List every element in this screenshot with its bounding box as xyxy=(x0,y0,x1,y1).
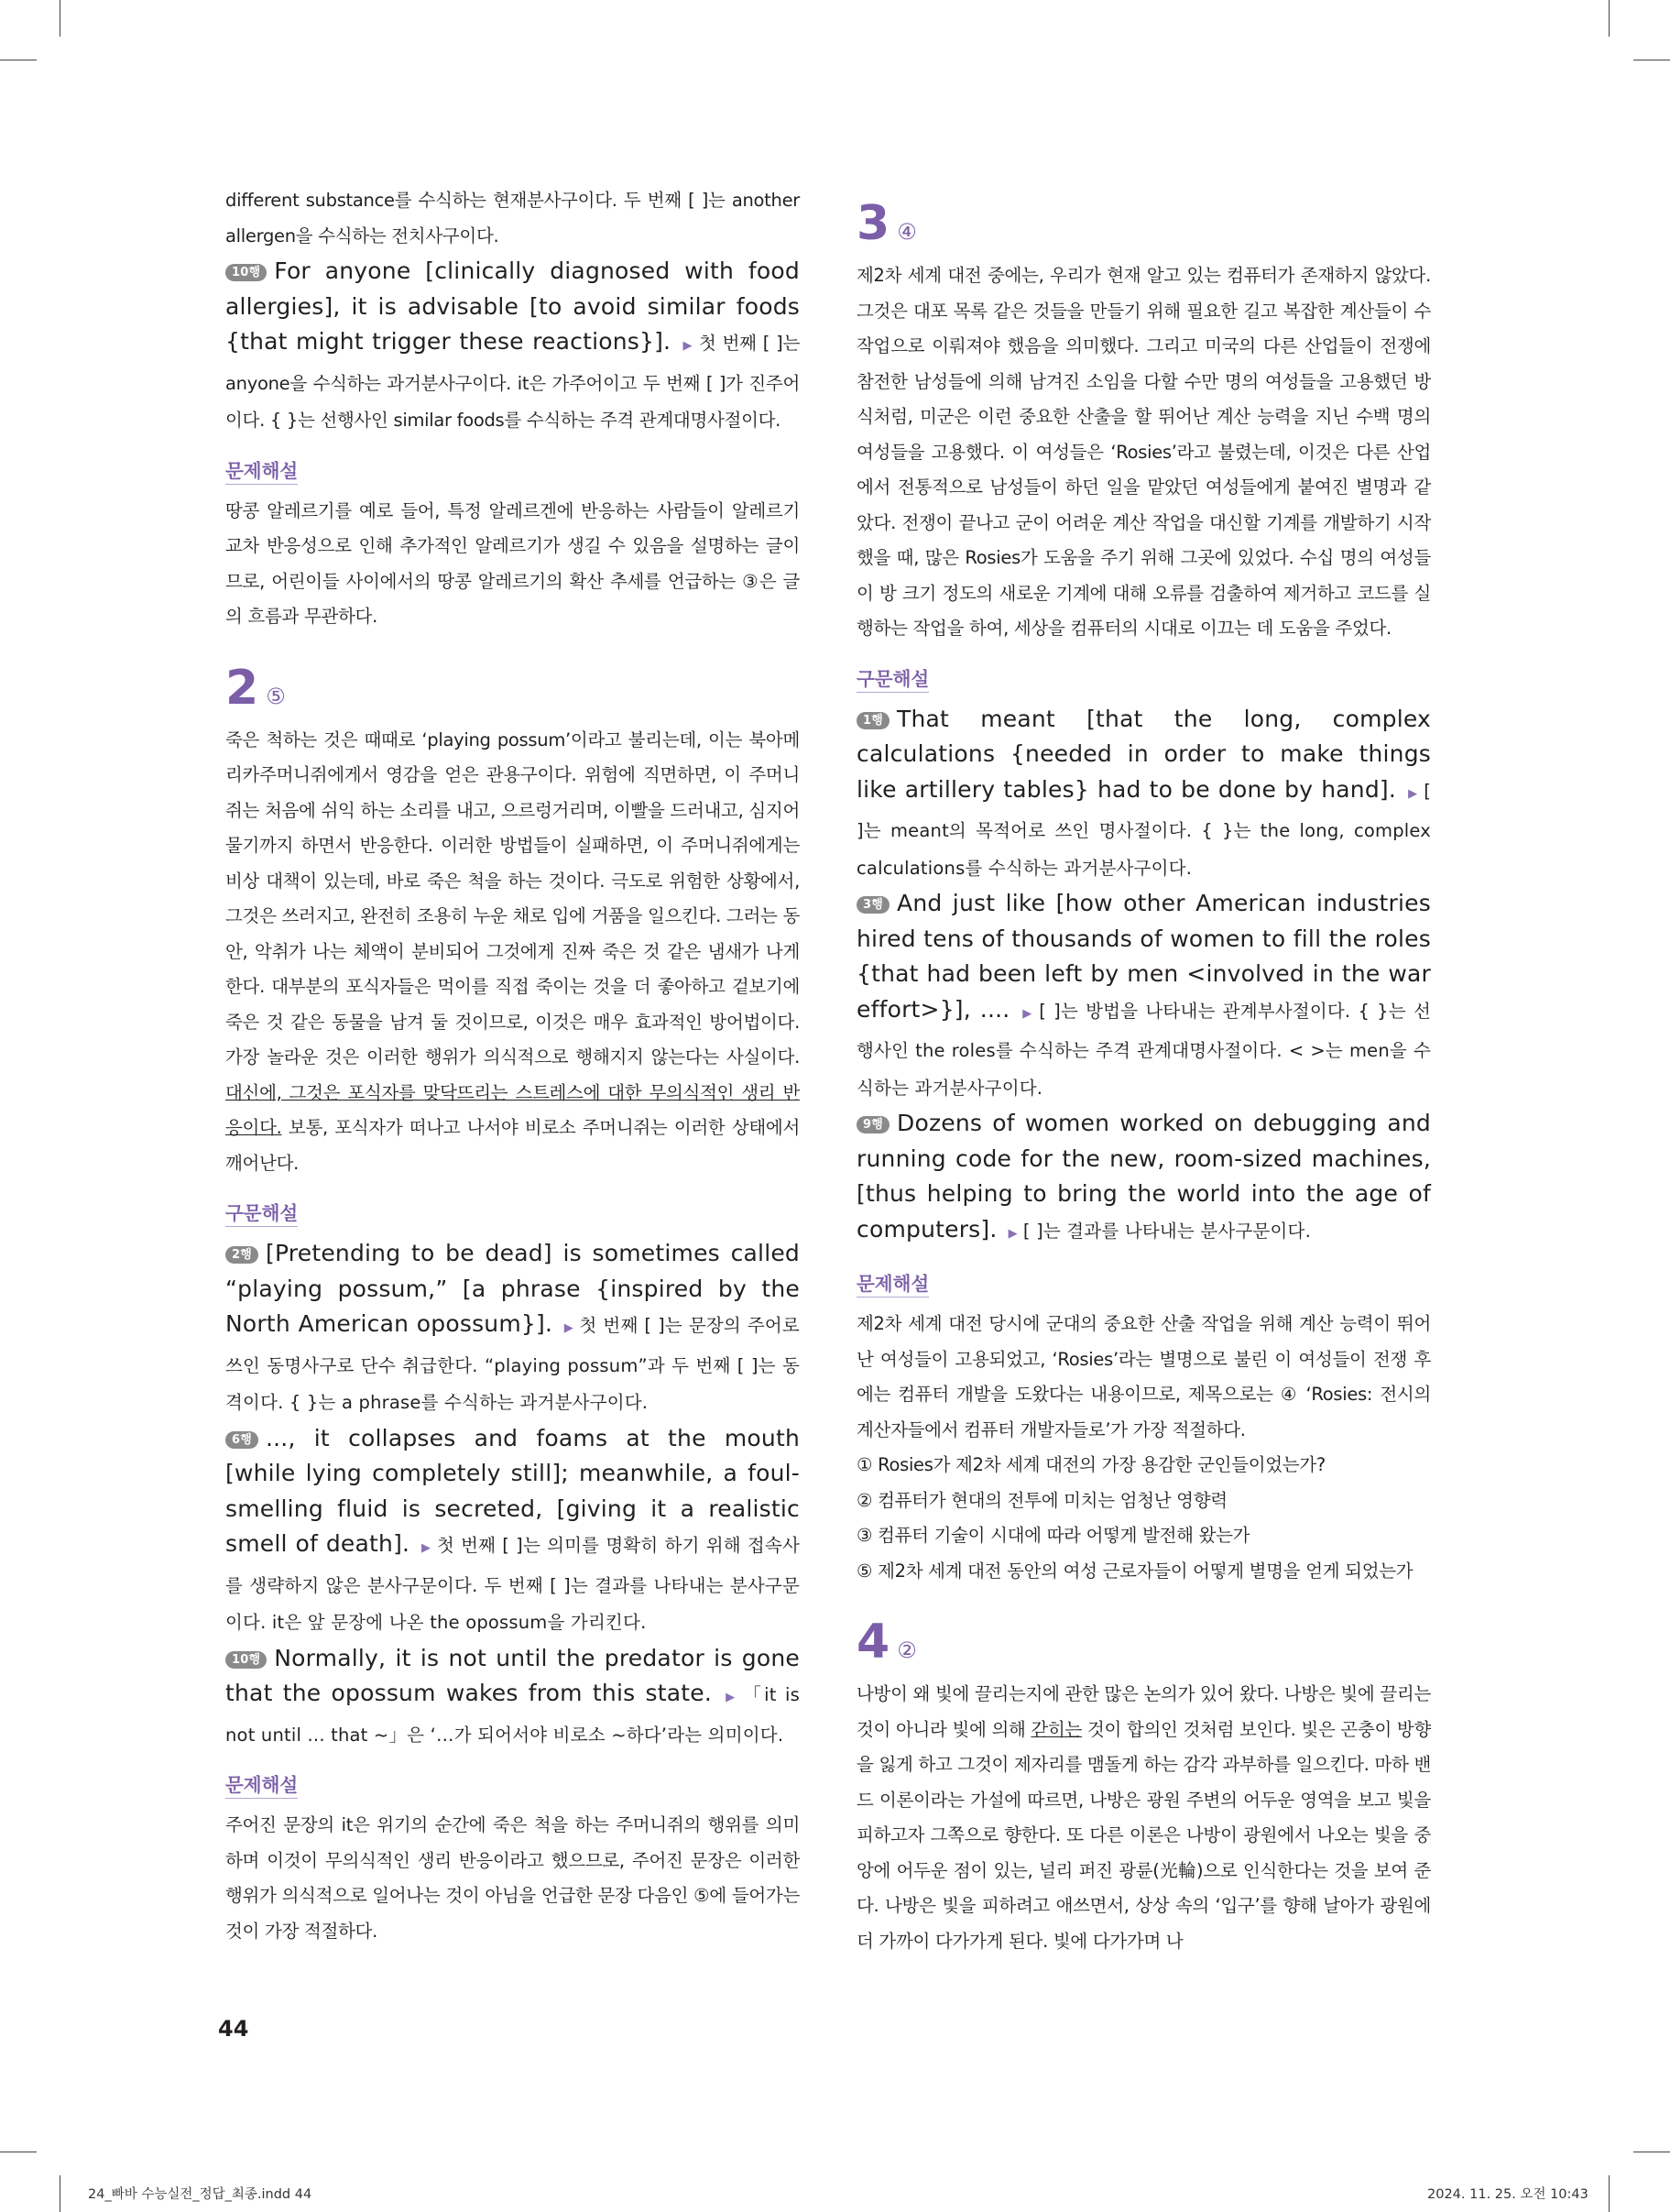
option-item: ③ 컴퓨터 기술이 시대에 따라 어떻게 발전해 왔는가 xyxy=(857,1525,1250,1546)
structure-note: [ ]는 meant의 목적어로 쓰인 명사절이다. { }는 the long, complex calculations를 수식하는 과거분사구이다. xyxy=(857,780,1431,879)
structure-note: 첫 번째 [ ]는 anyone을 수식하는 과거분사구이다. it은 가주어이고 두 번째 [ ]가 진주어이다. { }는 선행사인 similar foods를 수식하는 주격 관계대명사절이다. xyxy=(225,333,800,431)
option-item: ① Rosies가 제2차 세계 대전의 가장 용감한 군인들이었는가? xyxy=(857,1454,1326,1475)
line-badge: 10행 xyxy=(225,264,267,281)
translation: 제2차 세계 대전 중에는, 우리가 현재 알고 있는 컴퓨터가 존재하지 않았다. 그것은 대포 목록 같은 것들을 만들기 위해 필요한 길고 복잡한 계산들이 수작업으로 이뤄져야 했음을 의미했다. 그리고 미국의 다른 산업들이 전쟁에 참전한 남성들에 의해 남겨진 소임을 다할 수만 명의 여성들을 고용했던 방식처럼, 미군은 이런 중요한 산출을 할 뛰어난 계산 능력을 지닌 수백 명의 여성들을 고용했다. 이 여성들은 ‘Rosies’라고 불렸는데, 이것은 다른 산업에서 전통적으로 남성들이 하던 일을 맡았던 여성들에게 붙여진 별명과 같았다. 전쟁이 끝나고 군이 어려운 계산 작업을 대신할 기계를 개발하기 시작했을 때, 많은 Rosies가 도움을 주기 위해 그곳에 있었다. 수십 명의 여성들이 방 크기 정도의 새로운 기계에 대해 오류를 검출하여 제거하고 코드를 실행하는 작업을 하여, 세상을 컴퓨터의 시대로 이끄는 데 도움을 주었다. xyxy=(857,265,1431,639)
section-heading: 구문해설 xyxy=(857,667,929,693)
structure-note: [ ]는 결과를 나타내는 분사구문이다. xyxy=(1022,1220,1311,1242)
line-badge: 9행 xyxy=(857,1116,890,1133)
translation: 죽은 척하는 것은 때때로 ‘playing possum’이라고 불리는데, 이는 북아메리카주머니쥐에게서 영감을 얻은 관용구이다. 위험에 직면하면, 이 주머니쥐는 처음에 쉬익 하는 소리를 내고, 으르렁거리며, 이빨을 드러내고, 심지어 물기까지 하면서 반응한다. 이러한 방법들이 실패하면, 이 주머니쥐에게는 비상 대책이 있는데, 바로 죽은 척을 하는 것이다. 극도로 위험한 상황에서, 그것은 쓰러지고, 완전히 조용히 누운 채로 입에 거품을 일으킨다. 그러는 동안, 악취가 나는 체액이 분비되어 그것에게 진짜 죽은 것 같은 냄새가 나게 한다. 대부분의 포식자들은 먹이를 직접 죽이는 것을 더 좋아하고 겉보기에 죽은 것 같은 동물을 남겨 둘 것이므로, 이것은 매우 효과적인 방어법이다. 가장 놀라운 것은 이러한 행위가 의식적으로 행해지지 않는다는 사실이다. 대신에, 그것은 포식자를 맞닥뜨리는 스트레스에 대한 무의식적인 생리 반응이다. 보통, 포식자가 떠나고 나서야 비로소 주머니쥐는 이러한 상태에서 깨어난다. xyxy=(225,728,800,1174)
answer-mark: ④ xyxy=(897,219,917,245)
structure-note: 첫 번째 [ ]는 의미를 명확히 하기 위해 접속사를 생략하지 않은 분사구문이다. 두 번째 [ ]는 결과를 나타내는 분사구문이다. it은 앞 문장에 나온 the opossum을 가리킨다. xyxy=(225,1535,800,1633)
triangle-icon: ▶ xyxy=(563,1321,574,1335)
footer-filename: 24_빠바 수능실전_정답_최종.indd 44 xyxy=(88,2187,312,2202)
triangle-icon: ▶ xyxy=(1408,786,1419,801)
underlined-text: 갇히는 xyxy=(1031,1718,1083,1740)
footer-timestamp: 2024. 11. 25. 오전 10:43 xyxy=(1427,2187,1588,2202)
structure-sentence: 9행 Dozens of women worked on debugging and running code for the new, room-sized machines, [thus helping to bring the world into the age of computers]. ▶ [ ]는 결과를 나타내는 분사구문이다. xyxy=(857,1110,1431,1243)
explanation: 땅콩 알레르기를 예로 들어, 특정 알레르겐에 반응하는 사람들이 알레르기 교차 반응성으로 인해 추가적인 알레르기가 생길 수 있음을 설명하는 글이므로, 어린이들 사이에서의 땅콩 알레르기의 확산 추세를 언급하는 ③은 글의 흐름과 무관하다. xyxy=(225,499,800,627)
structure-sentence: 1행 That meant [that the long, complex calculations {needed in order to make things like artillery tables} had to be done by hand]. ▶ [ ]는 meant의 목적어로 쓰인 명사절이다. { }는 the long, complex calculations를 수식하는 과거분사구이다. xyxy=(857,705,1431,879)
right-column xyxy=(857,196,1431,1959)
structure-sentence: 3행 And just like [how other American industries hired tens of thousands of women to fill the roles {that had been left by men <involved in the war effort>}], .... ▶ [ ]는 방법을 나타내는 관계부사절이다. { }는 선행사인 the roles를 수식하는 주격 관계대명사절이다. < >는 men을 수식하는 과거분사구이다. xyxy=(857,890,1431,1099)
left-column xyxy=(225,183,800,1949)
section-heading: 구문해설 xyxy=(225,1201,298,1227)
triangle-icon: ▶ xyxy=(682,339,693,353)
page-number: 44 xyxy=(218,2016,249,2042)
structure-note: 첫 번째 [ ]는 문장의 주어로 쓰인 동명사구로 단수 취급한다. “playing possum”과 두 번째 [ ]는 동격이다. { }는 a phrase를 수식하는 과거분사구이다. xyxy=(225,1315,800,1413)
crop-mark xyxy=(1609,2175,1610,2212)
section-heading: 문제해설 xyxy=(857,1272,929,1298)
triangle-icon: ▶ xyxy=(421,1541,431,1555)
question-number: 2 ⑤ xyxy=(225,660,286,716)
structure-sentence: 10행 Normally, it is not until the predator is gone that the opossum wakes from this state. ▶ 「it is not until ... that ~」은 ‘…가 되어서야 비로소 ~하다’라는 의미이다. xyxy=(225,1644,800,1746)
section-heading: 문제해설 xyxy=(225,459,298,485)
triangle-icon: ▶ xyxy=(1008,1226,1018,1241)
section-heading: 문제해설 xyxy=(225,1773,298,1799)
question-number: 4 ② xyxy=(857,1615,917,1670)
line-badge: 10행 xyxy=(225,1651,267,1669)
crop-mark xyxy=(1609,0,1610,37)
line-badge: 6행 xyxy=(225,1431,258,1449)
triangle-icon: ▶ xyxy=(1022,1006,1034,1021)
triangle-icon: ▶ xyxy=(726,1691,738,1704)
structure-sentence: 10행 For anyone [clinically diagnosed with food allergies], it is advisable [to avoid similar foods {that might trigger these reactions}]. ▶ 첫 번째 [ ]는 anyone을 수식하는 과거분사구이다. it은 가주어이고 두 번째 [ ]가 진주어이다. { }는 선행사인 similar foods를 수식하는 주격 관계대명사절이다. xyxy=(225,257,800,431)
line-badge: 3행 xyxy=(857,896,890,914)
question-number: 3 ④ xyxy=(857,196,917,251)
structure-sentence: 6행 ..., it collapses and foams at the mouth [while lying completely still]; meanwhile, a foul-smelling fluid is secreted, [giving it a realistic smell of death]. ▶ 첫 번째 [ ]는 의미를 명확히 하기 위해 접속사를 생략하지 않은 분사구문이다. 두 번째 [ ]는 결과를 나타내는 분사구문이다. it은 앞 문장에 나온 the opossum을 가리킨다. xyxy=(225,1424,800,1633)
answer-mark: ② xyxy=(897,1637,917,1663)
explanation: 제2차 세계 대전 당시에 군대의 중요한 산출 작업을 위해 계산 능력이 뛰어난 여성들이 고용되었고, ‘Rosies’라는 별명으로 불린 이 여성들이 전쟁 후에는 컴퓨터 개발을 도왔다는 내용이므로, 제목으로는 ④ ‘Rosies: 전시의 계산자들에서 컴퓨터 개발자들로’가 가장 적절하다. xyxy=(857,1313,1431,1440)
answer-mark: ⑤ xyxy=(266,683,286,709)
translation: 나방이 왜 빛에 끌리는지에 관한 많은 논의가 있어 왔다. 나방은 빛에 끌리는 것이 아니라 빛에 의해 갇히는 것이 합의인 것처럼 보인다. 빛은 곤충이 방향을 잃게 하고 그것이 제자리를 맴돌게 하는 감각 과부하를 일으킨다. 마하 밴드 이론이라는 가설에 따르면, 나방은 광원 주변의 어두운 영역을 보고 빛을 피하고자 그쪽으로 향한다. 또 다른 이론은 나방이 광원에서 나오는 빛을 중앙에 어두운 점이 있는, 널리 퍼진 광륜(光輪)으로 인식한다는 것을 보여 준다. 나방은 빛을 피하려고 애쓰면서, 상상 속의 ‘입구’를 향해 날아가 광원에 더 가까이 다가가게 된다. 빛에 다가가며 나 xyxy=(857,1683,1431,1952)
explanation: 주어진 문장의 it은 위기의 순간에 죽은 척을 하는 주머니쥐의 행위를 의미하며 이것이 무의식적인 생리 반응이라고 했으므로, 주어진 문장은 이러한 행위가 의식적으로 일어나는 것이 아님을 언급한 문장 다음인 ⑤에 들어가는 것이 가장 적절하다. xyxy=(225,1814,800,1942)
option-item: ⑤ 제2차 세계 대전 동안의 여성 근로자들이 어떻게 별명을 얻게 되었는가 xyxy=(857,1560,1413,1582)
option-item: ② 컴퓨터가 현대의 전투에 미치는 엄청난 영향력 xyxy=(857,1489,1228,1511)
line-badge: 2행 xyxy=(225,1246,258,1264)
structure-note: different substance를 수식하는 현재분사구이다. 두 번째 [ ]는 another allergen을 수식하는 전치사구이다. xyxy=(225,190,800,246)
structure-note: 「it is not until ... that ~」은 ‘…가 되어서야 비로소 ~하다’라는 의미이다. xyxy=(225,1684,800,1746)
structure-sentence: 2행 [Pretending to be dead] is sometimes called “playing possum,” [a phrase {inspired by the North American opossum}]. ▶ 첫 번째 [ ]는 문장의 주어로 쓰인 동명사구로 단수 취급한다. “playing possum”과 두 번째 [ ]는 동격이다. { }는 a phrase를 수식하는 과거분사구이다. xyxy=(225,1240,800,1413)
underlined-text: 대신에, 그것은 포식자를 맞닥뜨리는 스트레스에 대한 무의식적인 생리 반응이다. xyxy=(225,1081,800,1138)
line-badge: 1행 xyxy=(857,712,890,729)
structure-note: [ ]는 방법을 나타내는 관계부사절이다. { }는 선행사인 the roles를 수식하는 주격 관계대명사절이다. < >는 men을 수식하는 과거분사구이다. xyxy=(857,1000,1431,1099)
